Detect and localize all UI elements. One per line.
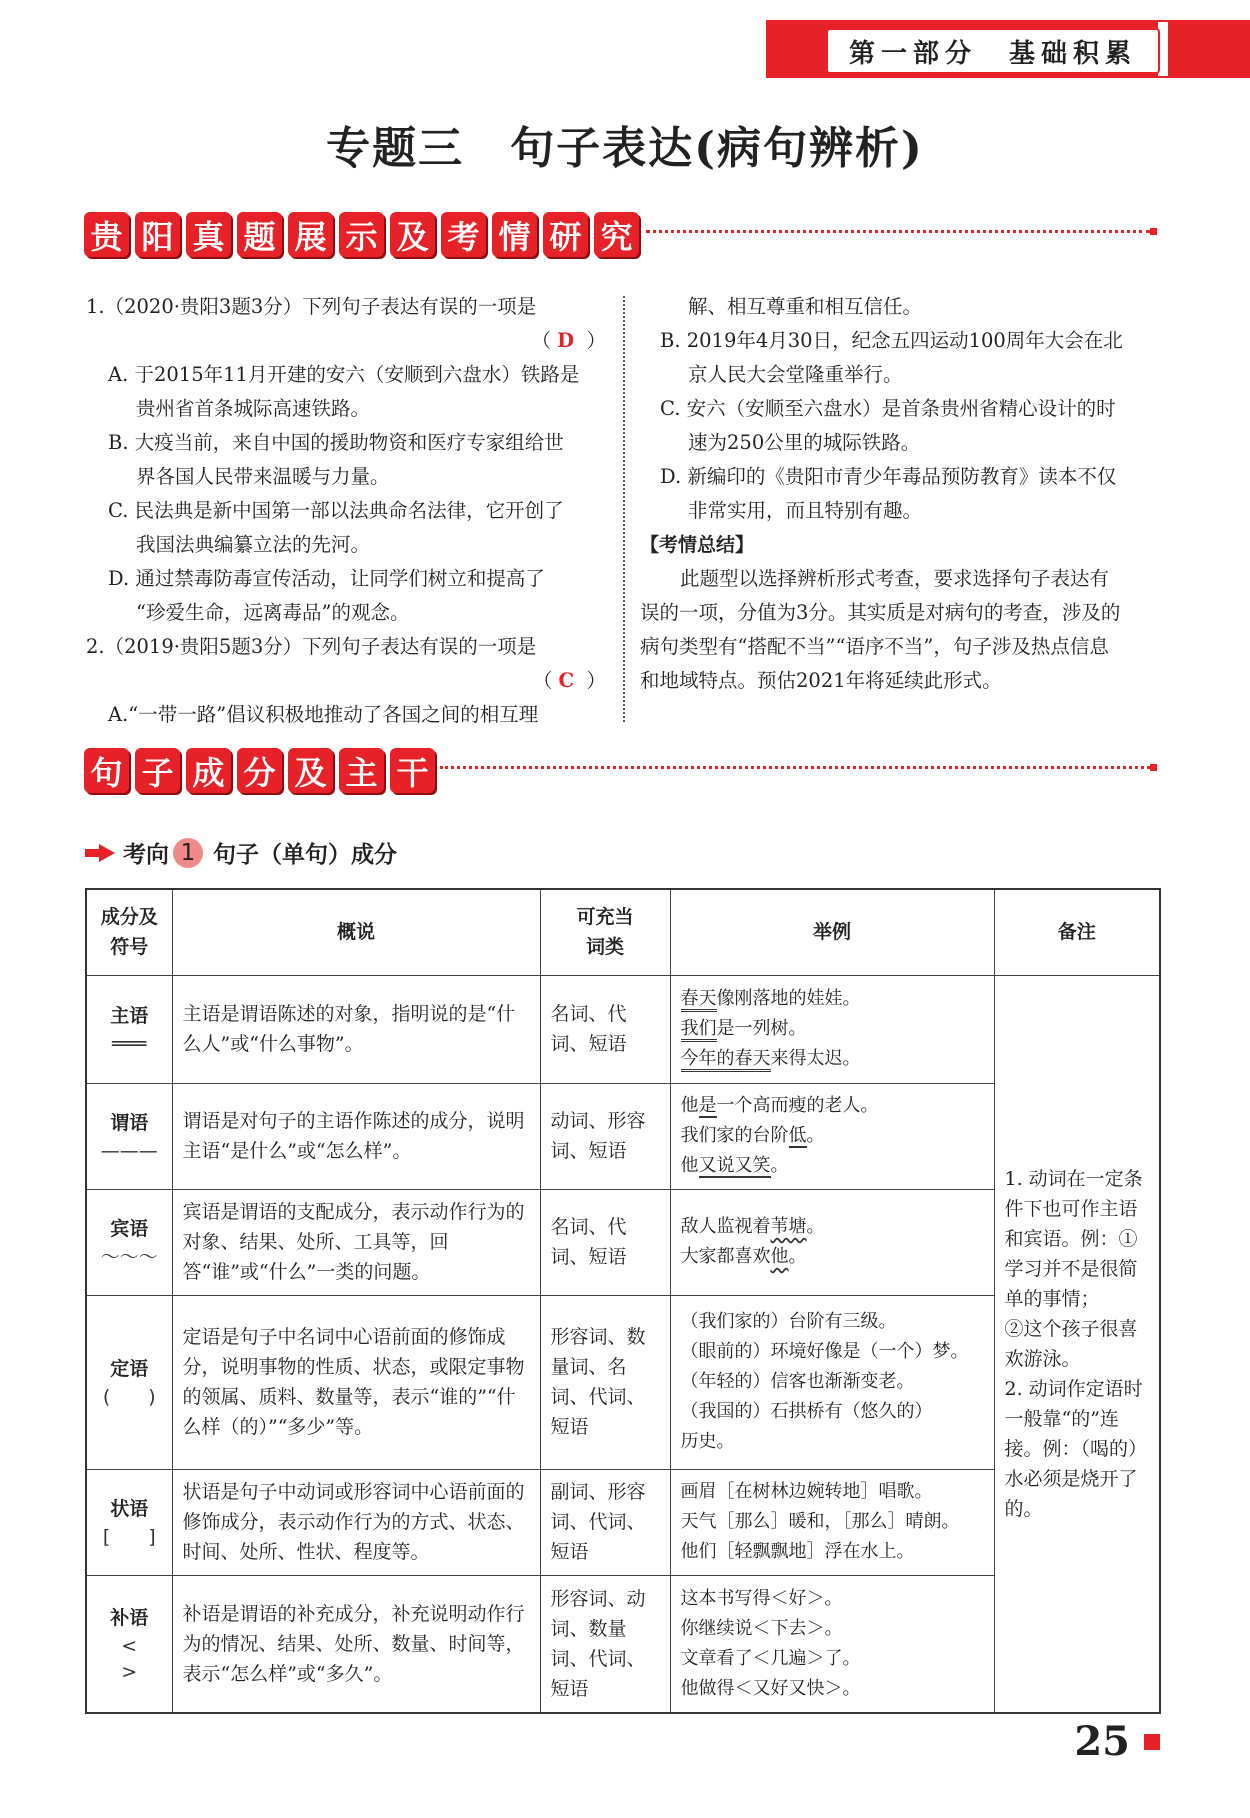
- section-chip: 句: [84, 748, 129, 793]
- example-line: 春天像刚落地的娃娃。: [681, 984, 984, 1014]
- option-d-cont: “珍爱生命，远离毒品”的观念。: [136, 601, 410, 624]
- example-line: 历史。: [680, 1431, 735, 1452]
- option-a-cont: 解、相互尊重和相互信任。: [688, 295, 923, 318]
- header-cell: 可充当 词类: [540, 889, 670, 975]
- section-divider-2: [440, 766, 1150, 769]
- kaoxiang-label: 考向: [123, 842, 169, 868]
- note-line: ②这个孩子很喜欢游泳。: [1004, 1317, 1138, 1370]
- component-pos: 形容词、数量词、名词、代词、短语: [540, 1295, 670, 1469]
- question-1: [86, 290, 606, 732]
- component-pos: 名词、代词、短语: [540, 1189, 670, 1295]
- option-b-cont: 京人民大会堂隆重举行。: [688, 363, 903, 386]
- section-chip: 研: [543, 212, 588, 257]
- component-desc: 宾语是谓语的支配成分，表示动作行为的对象、结果、处所、工具等，回答“谁”或“什么”一类的问题。: [172, 1189, 540, 1295]
- section-chip: 题: [237, 212, 282, 257]
- arrow-icon: [99, 844, 115, 862]
- header-cell: 备注: [994, 889, 1160, 975]
- example-line: 你继续说＜下去＞。: [680, 1617, 843, 1639]
- section-divider-end: [1150, 228, 1157, 235]
- component-desc: 主语是谓语陈述的对象，指明说的是“什么人”或“什么事物”。: [172, 975, 540, 1083]
- example-line: 文章看了＜几遍＞了。: [680, 1647, 861, 1669]
- header-cell: 成分及 符号: [86, 889, 172, 975]
- column-divider: [623, 296, 625, 722]
- header-tag: 第一部分 基础积累: [826, 28, 1160, 74]
- section-heading-1: [84, 212, 639, 257]
- answer-line: （ C ）: [532, 669, 606, 692]
- section-chip: 示: [339, 212, 384, 257]
- component-name: 宾语 ～～～: [86, 1189, 172, 1295]
- option-b: B. 2019年4月30日，纪念五四运动100周年大会在北: [660, 329, 1123, 352]
- section-chip: 情: [492, 212, 537, 257]
- example-line: （我国的）石拱桥有（悠久的）: [680, 1401, 933, 1422]
- kaoxiang-num: 1: [173, 838, 203, 868]
- component-examples: [670, 1469, 994, 1575]
- component-pos: 动词、形容词、短语: [540, 1083, 670, 1189]
- summary-line: 和地域特点。预估2021年将延续此形式。: [640, 669, 1002, 692]
- component-pos: 副词、形容词、代词、短语: [540, 1469, 670, 1575]
- section-chip: 分: [237, 748, 282, 793]
- table-row: [86, 975, 1160, 1083]
- section-chip: 究: [594, 212, 639, 257]
- example-line: 我们是一列树。: [681, 1014, 984, 1044]
- section-chip: 真: [186, 212, 231, 257]
- section-divider-end: [1150, 764, 1157, 771]
- component-examples: [670, 1189, 994, 1295]
- option-d: D. 通过禁毒防毒宣传活动，让同学们树立和提高了: [108, 567, 545, 590]
- question-stem: 2.（2019·贵阳5题3分）下列句子表达有误的一项是: [86, 635, 537, 658]
- example-line: 他又说又笑。: [680, 1155, 789, 1176]
- example-line: （眼前的）环境好像是（一个）梦。: [680, 1341, 969, 1362]
- component-symbol: ═══: [112, 1033, 147, 1055]
- section-chip: 展: [288, 212, 333, 257]
- section-chip: 干: [390, 748, 435, 793]
- arrow-bar: [85, 849, 99, 857]
- page-number: 25: [1074, 1718, 1160, 1765]
- component-desc: 状语是句子中动词或形容词中心语前面的修饰成分，表示动作行为的方式、状态、时间、处所、性状、程度等。: [172, 1469, 540, 1575]
- example-line: 我们家的台阶低。: [680, 1125, 825, 1146]
- option-d-cont: 非常实用，而且特别有趣。: [688, 499, 923, 522]
- kaoxiang-title: 句子（单句）成分: [213, 842, 397, 868]
- option-b: B. 大疫当前，来自中国的援助物资和医疗专家组给世: [108, 431, 564, 454]
- answer: C: [558, 669, 575, 692]
- notes-cell: [994, 975, 1160, 1713]
- page-marker: [1144, 1734, 1160, 1750]
- summary-line: 病句类型有“搭配不当”“语序不当”，句子涉及热点信息: [640, 635, 1109, 658]
- header-cell: 概说: [172, 889, 540, 975]
- component-name: 补语 < >: [86, 1575, 172, 1713]
- section-divider-1: [646, 230, 1150, 233]
- option-a: A. 于2015年11月开建的安六（安顺到六盘水）铁路是: [108, 363, 580, 386]
- component-examples: [670, 975, 994, 1083]
- option-c: C. 民法典是新中国第一部以法典命名法律，它开创了: [108, 499, 564, 522]
- section-chip: 考: [441, 212, 486, 257]
- component-symbol: [ ]: [102, 1526, 156, 1548]
- section-chip: 贵: [84, 212, 129, 257]
- component-pos: 形容词、动词、数量词、代词、短语: [540, 1575, 670, 1713]
- option-c-cont: 我国法典编纂立法的先河。: [136, 533, 371, 556]
- option-c: C. 安六（安顺至六盘水）是首条贵州省精心设计的时: [660, 397, 1116, 420]
- component-desc: 补语是谓语的补充成分，补充说明动作行为的情况、结果、处所、数量、时间等，表示“怎么样”或“多久”。: [172, 1575, 540, 1713]
- example-line: 他是一个高而瘦的老人。: [680, 1095, 879, 1116]
- example-line: 大家都喜欢他。: [680, 1246, 807, 1267]
- component-name: 主语 ═══: [86, 975, 172, 1083]
- example-line: 画眉［在树林边婉转地］唱歌。: [680, 1481, 933, 1502]
- example-line: （我们家的）台阶有三级。: [680, 1311, 897, 1332]
- section-chip: 及: [390, 212, 435, 257]
- component-pos: 名词、代词、短语: [540, 975, 670, 1083]
- note-line: 2. 动词作定语时一般靠“的”连接。例：（喝的）水必须是烧开了的。: [1004, 1377, 1148, 1520]
- option-a-cont: 贵州省首条城际高速铁路。: [136, 397, 371, 420]
- section-chip: 成: [186, 748, 231, 793]
- page-title: 专题三 句子表达(病句辨析): [326, 123, 924, 174]
- example-line: 天气［那么］暖和，［那么］晴朗。: [680, 1511, 960, 1532]
- section-chip: 主: [339, 748, 384, 793]
- answer: D: [557, 329, 575, 352]
- answer-line: （ D ）: [531, 329, 606, 352]
- component-symbol: ———: [100, 1140, 158, 1162]
- option-c-cont: 速为250公里的城际铁路。: [688, 431, 921, 454]
- example-line: 他做得＜又好又快＞。: [680, 1677, 861, 1699]
- example-line: 今年的春天来得太迟。: [681, 1044, 984, 1074]
- option-d: D. 新编印的《贵阳市青少年毒品预防教育》读本不仅: [660, 465, 1117, 488]
- kaoxiang-heading: [85, 836, 397, 869]
- component-name: 定语 ( ): [86, 1295, 172, 1469]
- section-chip: 子: [135, 748, 180, 793]
- question-stem: 1.（2020·贵阳3题3分）下列句子表达有误的一项是: [86, 295, 537, 318]
- component-desc: 谓语是对句子的主语作陈述的成分，说明主语“是什么”或“怎么样”。: [172, 1083, 540, 1189]
- summary-line: 此题型以选择辨析形式考查，要求选择句子表达有: [680, 567, 1110, 590]
- summary-line: 误的一项，分值为3分。其实质是对病句的考查，涉及的: [640, 601, 1121, 624]
- component-name: 谓语 ———: [86, 1083, 172, 1189]
- header-cell: 举例: [670, 889, 994, 975]
- component-examples: [670, 1295, 994, 1469]
- component-name: 状语 [ ]: [86, 1469, 172, 1575]
- option-b-cont: 界各国人民带来温暖与力量。: [136, 465, 390, 488]
- component-examples: [670, 1083, 994, 1189]
- example-line: 他们［轻飘飘地］浮在水上。: [680, 1541, 915, 1562]
- summary-heading: 【考情总结】: [640, 534, 755, 556]
- component-desc: 定语是句子中名词中心语前面的修饰成分，说明事物的性质、状态，或限定事物的领属、质料、数量等，表示“谁的”“什么样（的）”“多少”等。: [172, 1295, 540, 1469]
- components-table: [85, 888, 1161, 1714]
- example-line: （年轻的）信客也渐渐变老。: [680, 1371, 915, 1392]
- section-chip: 及: [288, 748, 333, 793]
- component-symbol: ～～～: [100, 1246, 158, 1268]
- example-line: 这本书写得＜好＞。: [680, 1587, 843, 1609]
- option-a: A.“一带一路”倡议积极地推动了各国之间的相互理: [108, 703, 539, 726]
- table-header-row: [86, 889, 1160, 975]
- question-2-cont: [640, 290, 1160, 698]
- note-line: 1. 动词在一定条件下也可作主语和宾语。例：①学习并不是很简单的事情；: [1004, 1167, 1143, 1310]
- component-examples: [670, 1575, 994, 1713]
- example-line: 敌人监视着苇塘。: [680, 1216, 825, 1237]
- component-symbol: ( ): [102, 1386, 156, 1408]
- component-symbol: < >: [121, 1634, 176, 1683]
- section-chip: 阳: [135, 212, 180, 257]
- section-heading-2: [84, 748, 435, 793]
